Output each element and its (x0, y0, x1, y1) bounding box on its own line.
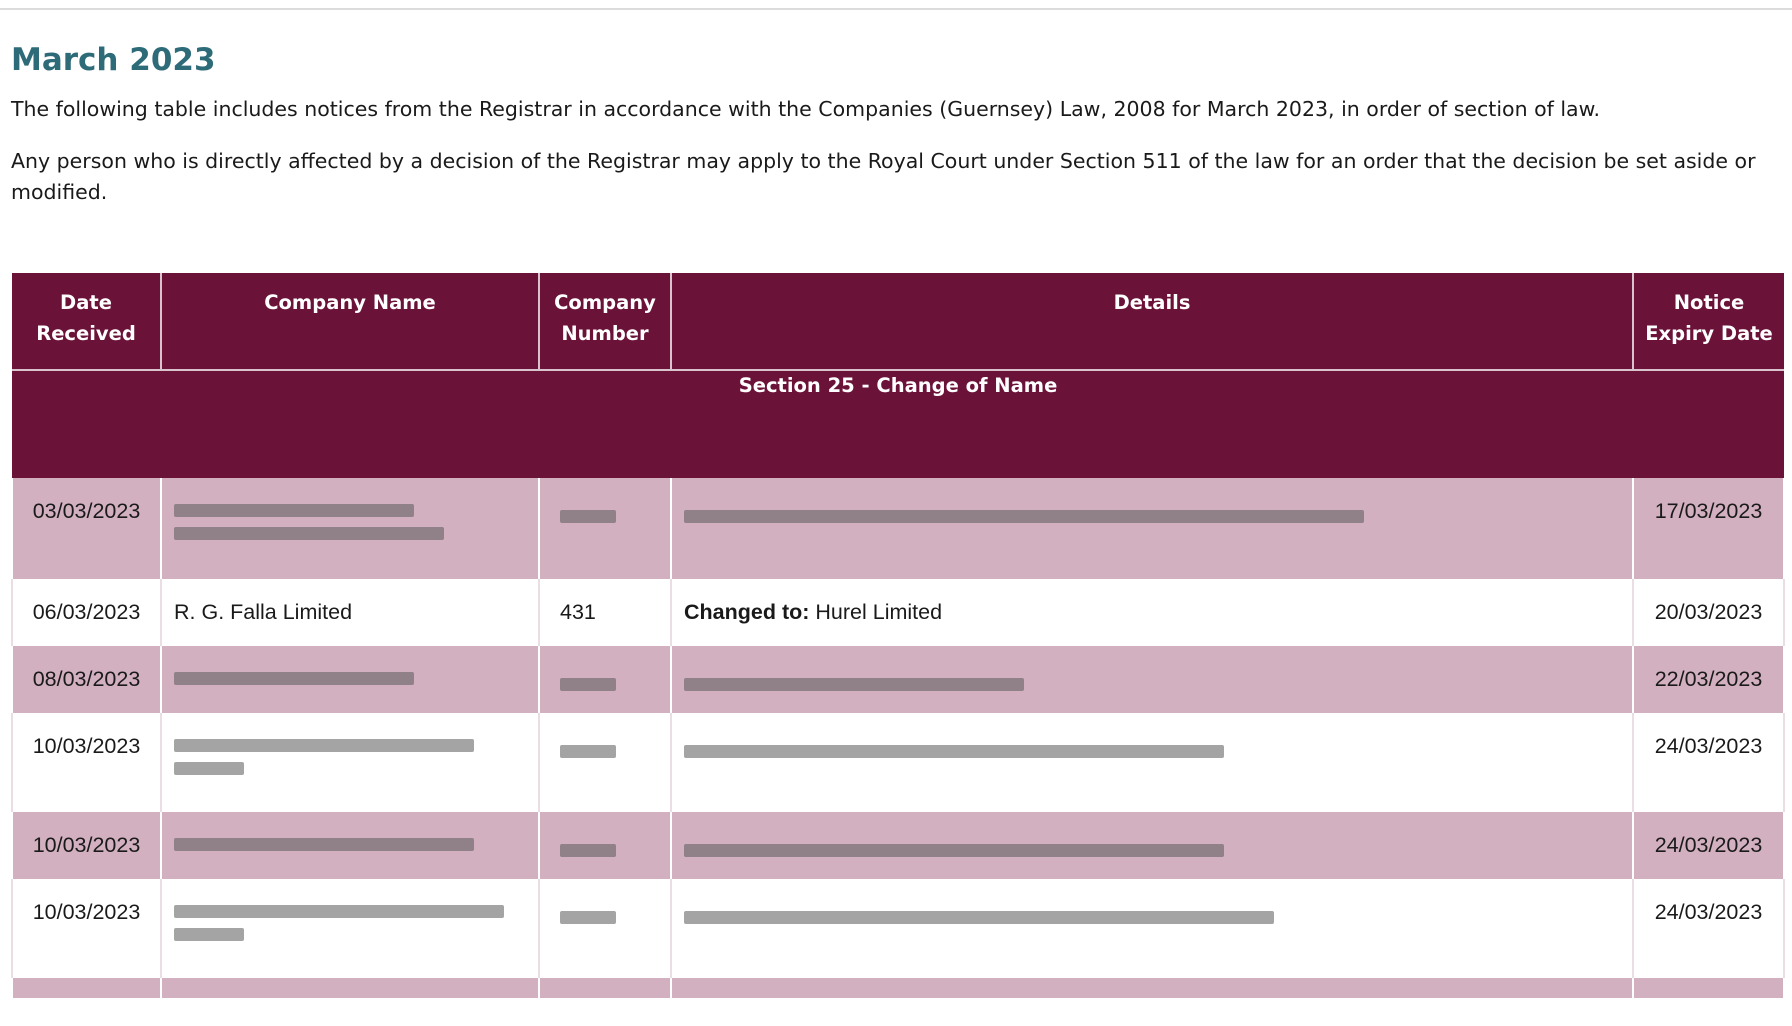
company-name-cell: R. G. Falla Limited (161, 579, 539, 646)
redacted-company-number (560, 844, 616, 857)
header-notice-expiry-date: Notice Expiry Date (1633, 273, 1784, 370)
partial-cell (671, 978, 1633, 998)
date-received-cell: 03/03/2023 (12, 478, 161, 579)
redacted-details (684, 844, 1224, 857)
redacted-company-number (560, 510, 616, 523)
page-content (11, 40, 1781, 208)
redacted-company-number (560, 911, 616, 924)
redacted-company-name (174, 905, 504, 918)
table-row-partial (12, 978, 1784, 998)
redacted-company-name (174, 838, 474, 851)
table-row (12, 713, 1784, 812)
company-name-cell (161, 812, 539, 879)
redacted-company-name (174, 527, 444, 540)
notice-expiry-date-cell: 24/03/2023 (1633, 879, 1784, 978)
partial-cell (12, 978, 161, 998)
date-received-cell: 10/03/2023 (12, 879, 161, 978)
section-heading: Section 25 - Change of Name (12, 370, 1784, 478)
redacted-details (684, 510, 1364, 523)
redacted-company-number (560, 745, 616, 758)
notice-expiry-date-cell: 17/03/2023 (1633, 478, 1784, 579)
company-name-cell (161, 879, 539, 978)
date-received-cell: 10/03/2023 (12, 713, 161, 812)
company-number-cell (539, 478, 671, 579)
company-number-cell: 431 (539, 579, 671, 646)
notices-table (11, 273, 1785, 998)
company-number-cell (539, 713, 671, 812)
date-received-cell: 08/03/2023 (12, 646, 161, 713)
partial-cell (161, 978, 539, 998)
header-details: Details (671, 273, 1633, 370)
company-number-cell (539, 812, 671, 879)
partial-cell (1633, 978, 1784, 998)
appeal-paragraph: Any person who is directly affected by a decision of the Registrar may apply to the Royal Court under Section 511 of the law for an order that the decision be set aside or modified. (11, 149, 1756, 204)
header-company-number: Company Number (539, 273, 671, 370)
details-cell (671, 579, 1633, 646)
redacted-details (684, 911, 1274, 924)
redacted-company-name (174, 928, 244, 941)
partial-cell (539, 978, 671, 998)
redacted-company-name (174, 504, 414, 517)
details-cell (671, 812, 1633, 879)
details-value: Hurel Limited (809, 600, 943, 624)
header-company-name: Company Name (161, 273, 539, 370)
notice-expiry-date-cell: 22/03/2023 (1633, 646, 1784, 713)
company-number-cell (539, 646, 671, 713)
company-name-cell (161, 646, 539, 713)
redacted-details (684, 678, 1024, 691)
table-row (12, 812, 1784, 879)
notice-expiry-date-cell: 20/03/2023 (1633, 579, 1784, 646)
page-title: March 2023 (11, 42, 216, 78)
intro-paragraph: The following table includes notices from the Registrar in accordance with the Companies (Guernsey) Law, 2008 for March 2023, in order of section of law. (11, 97, 1601, 121)
section-heading-row (12, 370, 1784, 478)
redacted-company-name (174, 739, 474, 752)
redacted-details (684, 745, 1224, 758)
table-header-row (12, 273, 1784, 370)
details-cell (671, 879, 1633, 978)
table-row (12, 579, 1784, 646)
date-received-cell: 10/03/2023 (12, 812, 161, 879)
details-label: Changed to: (684, 600, 810, 624)
redacted-company-number (560, 678, 616, 691)
redacted-company-name (174, 762, 244, 775)
company-number-cell (539, 879, 671, 978)
details-cell (671, 478, 1633, 579)
details-cell (671, 646, 1633, 713)
redacted-company-name (174, 672, 414, 685)
company-name-cell (161, 478, 539, 579)
table-row (12, 879, 1784, 978)
notice-expiry-date-cell: 24/03/2023 (1633, 713, 1784, 812)
company-name-cell (161, 713, 539, 812)
details-cell (671, 713, 1633, 812)
notice-expiry-date-cell: 24/03/2023 (1633, 812, 1784, 879)
date-received-cell: 06/03/2023 (12, 579, 161, 646)
header-date-received: Date Received (12, 273, 161, 370)
top-divider (0, 8, 1792, 10)
table-row (12, 646, 1784, 713)
table-row (12, 478, 1784, 579)
